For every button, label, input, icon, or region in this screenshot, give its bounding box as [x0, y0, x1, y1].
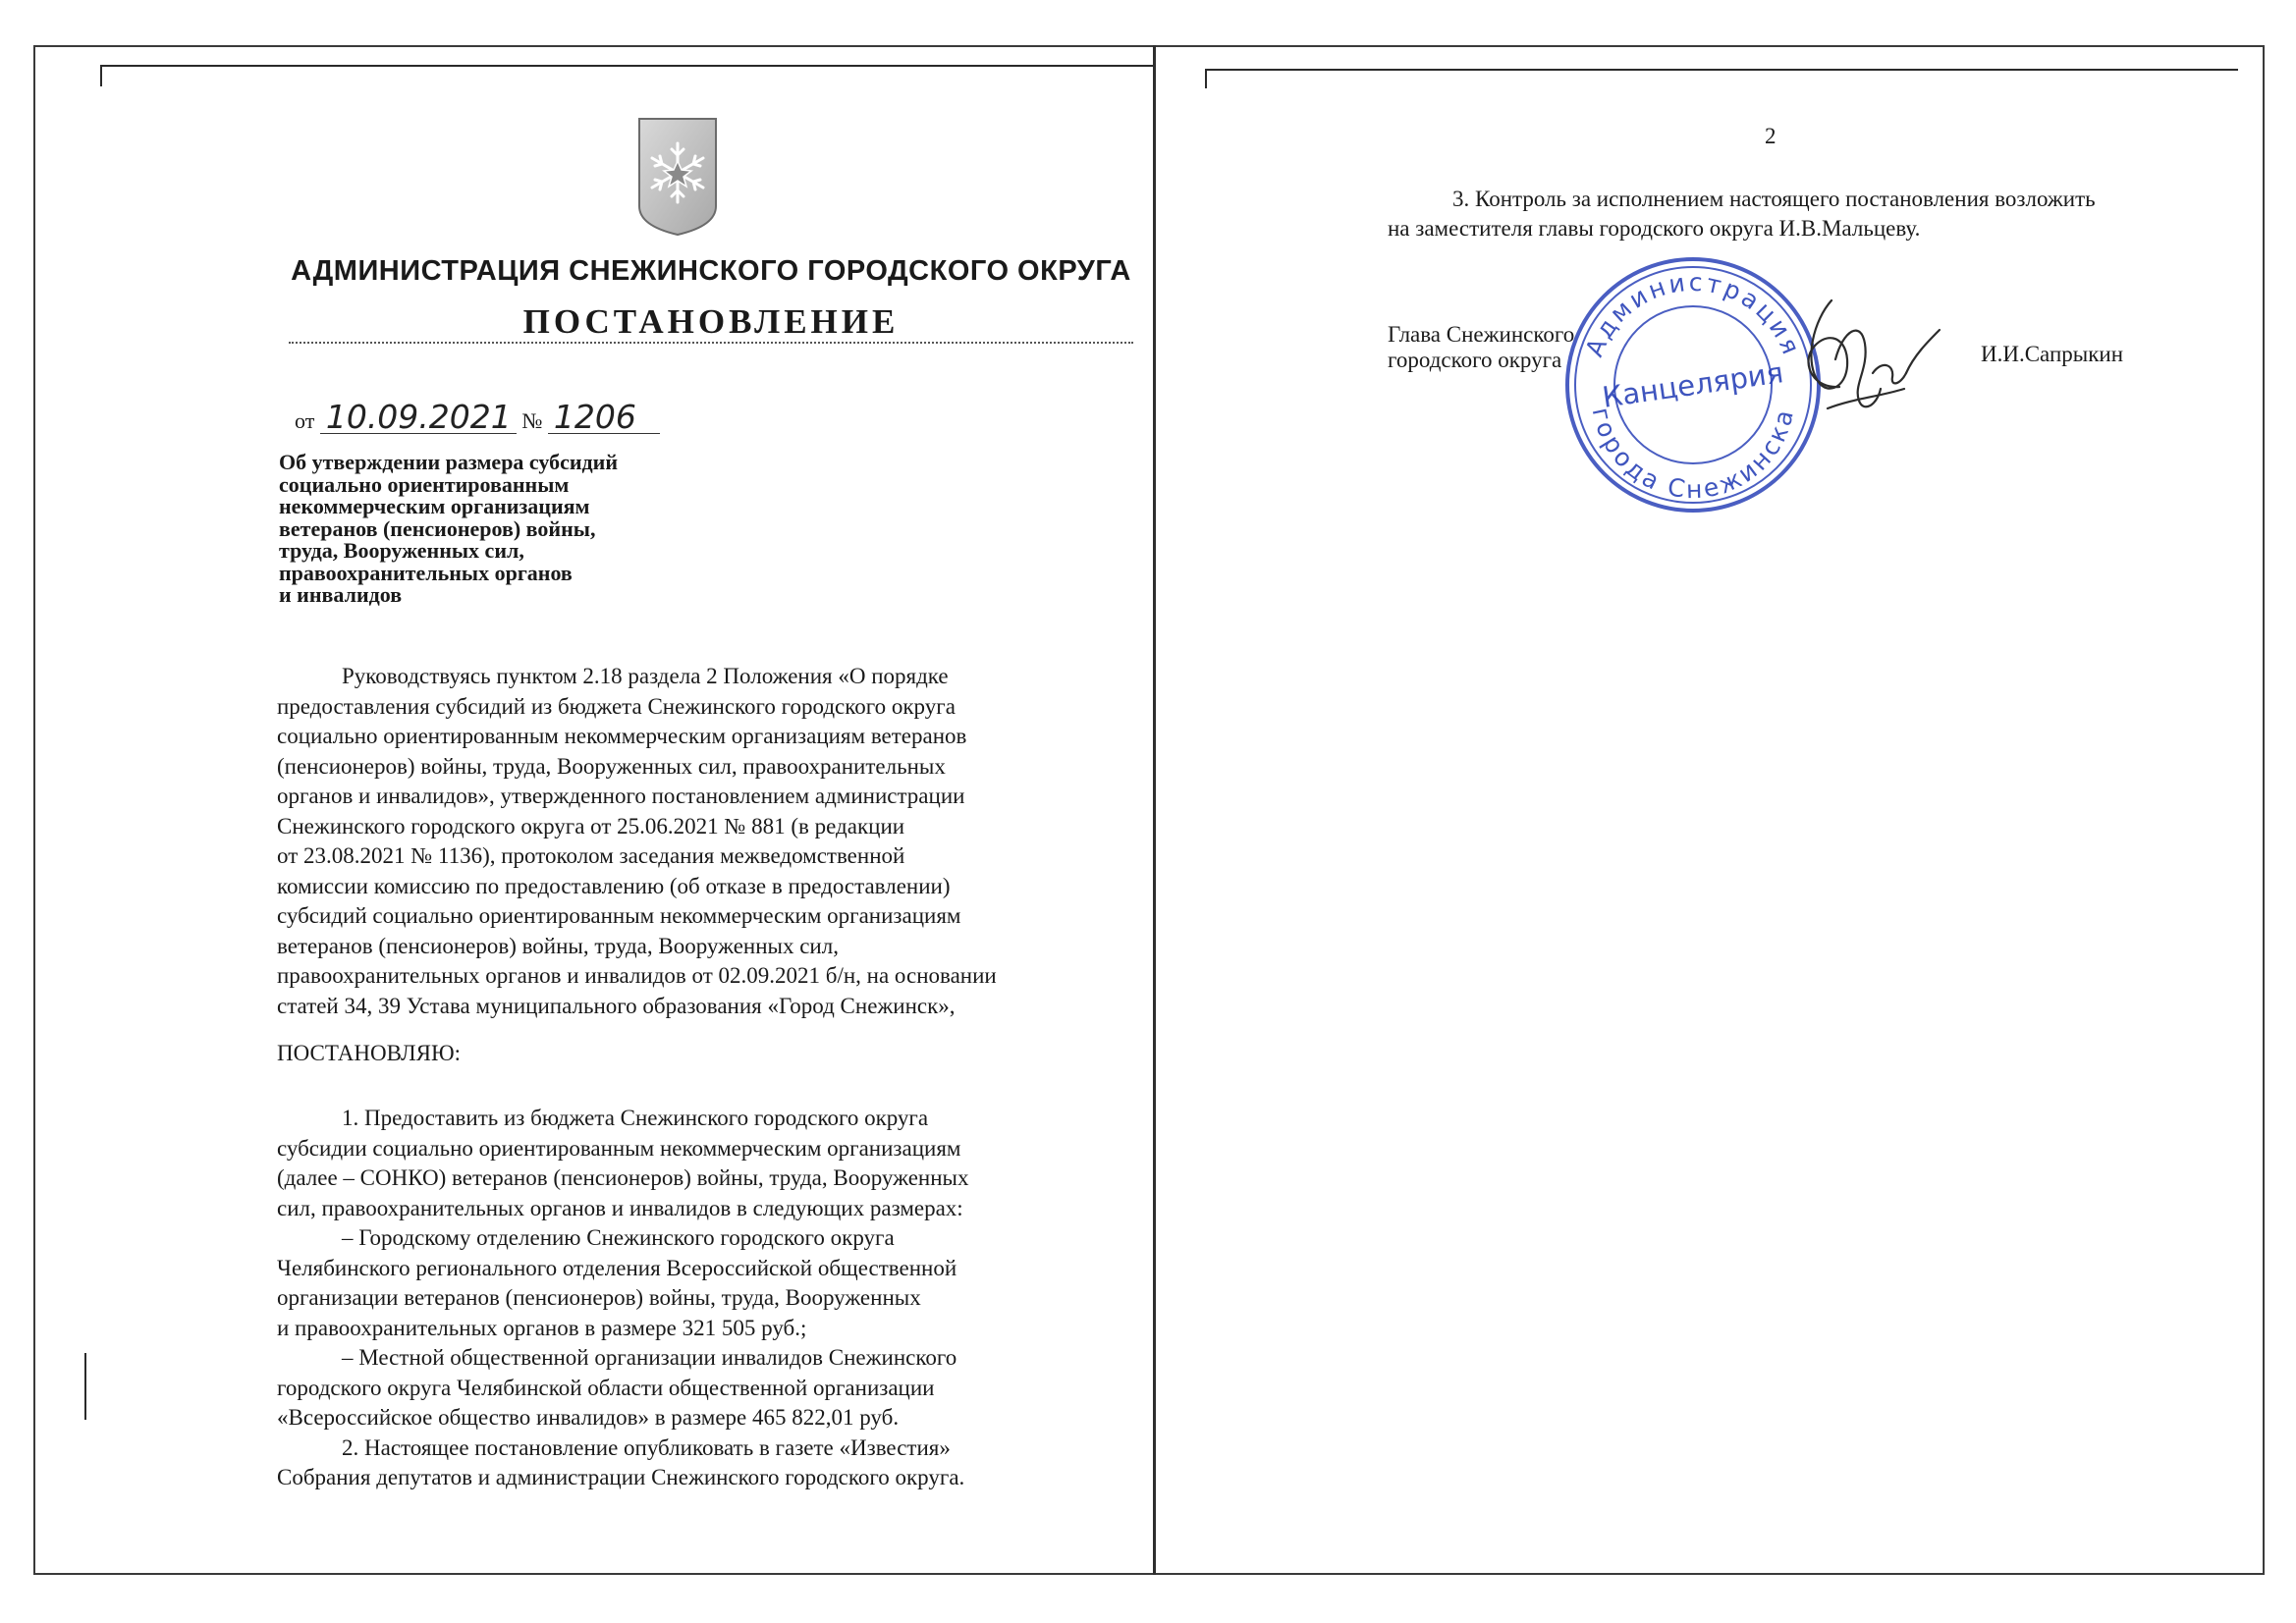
page-number: 2 [1765, 124, 1777, 148]
subject-line: и инвалидов [279, 582, 403, 607]
text-line: 2. Настоящее постановление опубликовать в газете «Известия» [342, 1434, 951, 1460]
text-line: Руководствуясь пунктом 2.18 раздела 2 Положения «О порядке [342, 664, 949, 688]
item-1-paragraph [277, 1104, 1141, 1493]
subject-line: ветеранов (пенсионеров) войны, [279, 515, 596, 541]
stamp-bottom-text: города Снежинска [1586, 405, 1800, 505]
text-line: сил, правоохранительных органов и инвалидов в следующих размерах: [277, 1195, 963, 1220]
position-line: Глава Снежинского [1388, 322, 1575, 347]
organization-title: АДМИНИСТРАЦИЯ СНЕЖИНСКОГО ГОРОДСКОГО ОКРУГА [291, 255, 1131, 287]
page-1 [35, 45, 1153, 1575]
text-line: от 23.08.2021 № 1136), протоколом заседания межведомственной [277, 843, 905, 868]
text-line: (далее – СОНКО) ветеранов (пенсионеров) войны, труда, Вооруженных [277, 1165, 969, 1190]
text-line: – Местной общественной организации инвалидов Снежинского [342, 1345, 957, 1370]
document-meta [295, 398, 660, 436]
text-line: «Всероссийское общество инвалидов» в размере 465 822,01 руб. [277, 1405, 900, 1430]
text-line: (пенсионеров) войны, труда, Вооруженных сил, правоохранительных [277, 753, 946, 779]
svg-text:Администрация [1580, 268, 1807, 361]
text-line: субсидии социально ориентированным некоммерческим организациям [277, 1135, 961, 1161]
crop-mark [1205, 69, 2238, 88]
number-prefix: № [521, 408, 543, 433]
document-type: ПОСТАНОВЛЕНИЕ [522, 302, 900, 341]
coat-of-arms-snowflake-icon [636, 116, 719, 238]
crop-mark [100, 65, 1153, 86]
text-line: ветеранов (пенсионеров) войны, труда, Вооруженных сил, [277, 933, 839, 958]
text-line: социально ориентированным некоммерческим организациям ветеранов [277, 724, 967, 748]
text-line: на заместителя главы городского округа И.В.Мальцеву. [1388, 216, 1921, 241]
text-line: Собрания депутатов и администрации Снежинского городского округа. [277, 1465, 965, 1489]
subject-line: некоммерческим организациям [279, 494, 590, 518]
svg-text:города Снежинска [1587, 405, 1800, 504]
resolve-text: ПОСТАНОВЛЯЮ: [277, 1041, 462, 1065]
handwritten-date: 10.09.2021 [320, 401, 517, 434]
text-line: субсидий социально ориентированным некоммерческим организациям [277, 903, 961, 928]
text-line: организации ветеранов (пенсионеров) войны, труда, Вооруженных [277, 1285, 921, 1310]
text-line: органов и инвалидов», утвержденного постановлением администрации [277, 784, 965, 808]
text-line: 1. Предоставить из бюджета Снежинского городского округа [342, 1106, 929, 1130]
signatory-name: И.И.Сапрыкин [1981, 342, 2124, 366]
resolve-word [277, 1039, 1141, 1069]
subject-line: социально ориентированным [279, 471, 570, 497]
handwritten-number: 1206 [548, 401, 660, 434]
item-3-paragraph [1388, 185, 2213, 243]
text-line: предоставления субсидий из бюджета Снежинского городского округа [277, 693, 956, 719]
subject-line: Об утверждении размера субсидий [279, 450, 619, 474]
subject-line: правоохранительных органов [279, 560, 573, 585]
text-line: правоохранительных органов и инвалидов от 02.09.2021 б/н, на основании [277, 963, 997, 988]
text-line: и правоохранительных органов в размере 321 505 руб.; [277, 1315, 807, 1340]
date-prefix: от [295, 408, 315, 433]
text-line: городского округа Челябинской области общественной организации [277, 1375, 935, 1400]
text-line: Снежинского городского округа от 25.06.2021 № 881 (в редакции [277, 813, 905, 839]
preamble-paragraph [277, 662, 1141, 1021]
text-line: комиссии комиссию по предоставлению (об отказе в предоставлении) [277, 873, 951, 898]
margin-mark [84, 1353, 86, 1420]
text-line: Челябинского регионального отделения Всероссийской общественной [277, 1255, 957, 1280]
handwritten-signature [1784, 291, 1941, 438]
title-rule [289, 342, 1133, 344]
page-2 [1156, 45, 2263, 1575]
document-subject [279, 452, 770, 607]
text-line: 3. Контроль за исполнением настоящего постановления возложить [1452, 187, 2096, 211]
text-line: статей 34, 39 Устава муниципального образования «Город Снежинск», [277, 993, 956, 1018]
subject-line: труда, Вооруженных сил, [279, 538, 524, 563]
position-line: городского округа [1388, 348, 1562, 372]
stamp-top-text: Администрация [1579, 267, 1807, 361]
text-line: – Городскому отделению Снежинского городского округа [342, 1225, 895, 1250]
stamp-center-text: Канцелярия [1600, 355, 1785, 414]
